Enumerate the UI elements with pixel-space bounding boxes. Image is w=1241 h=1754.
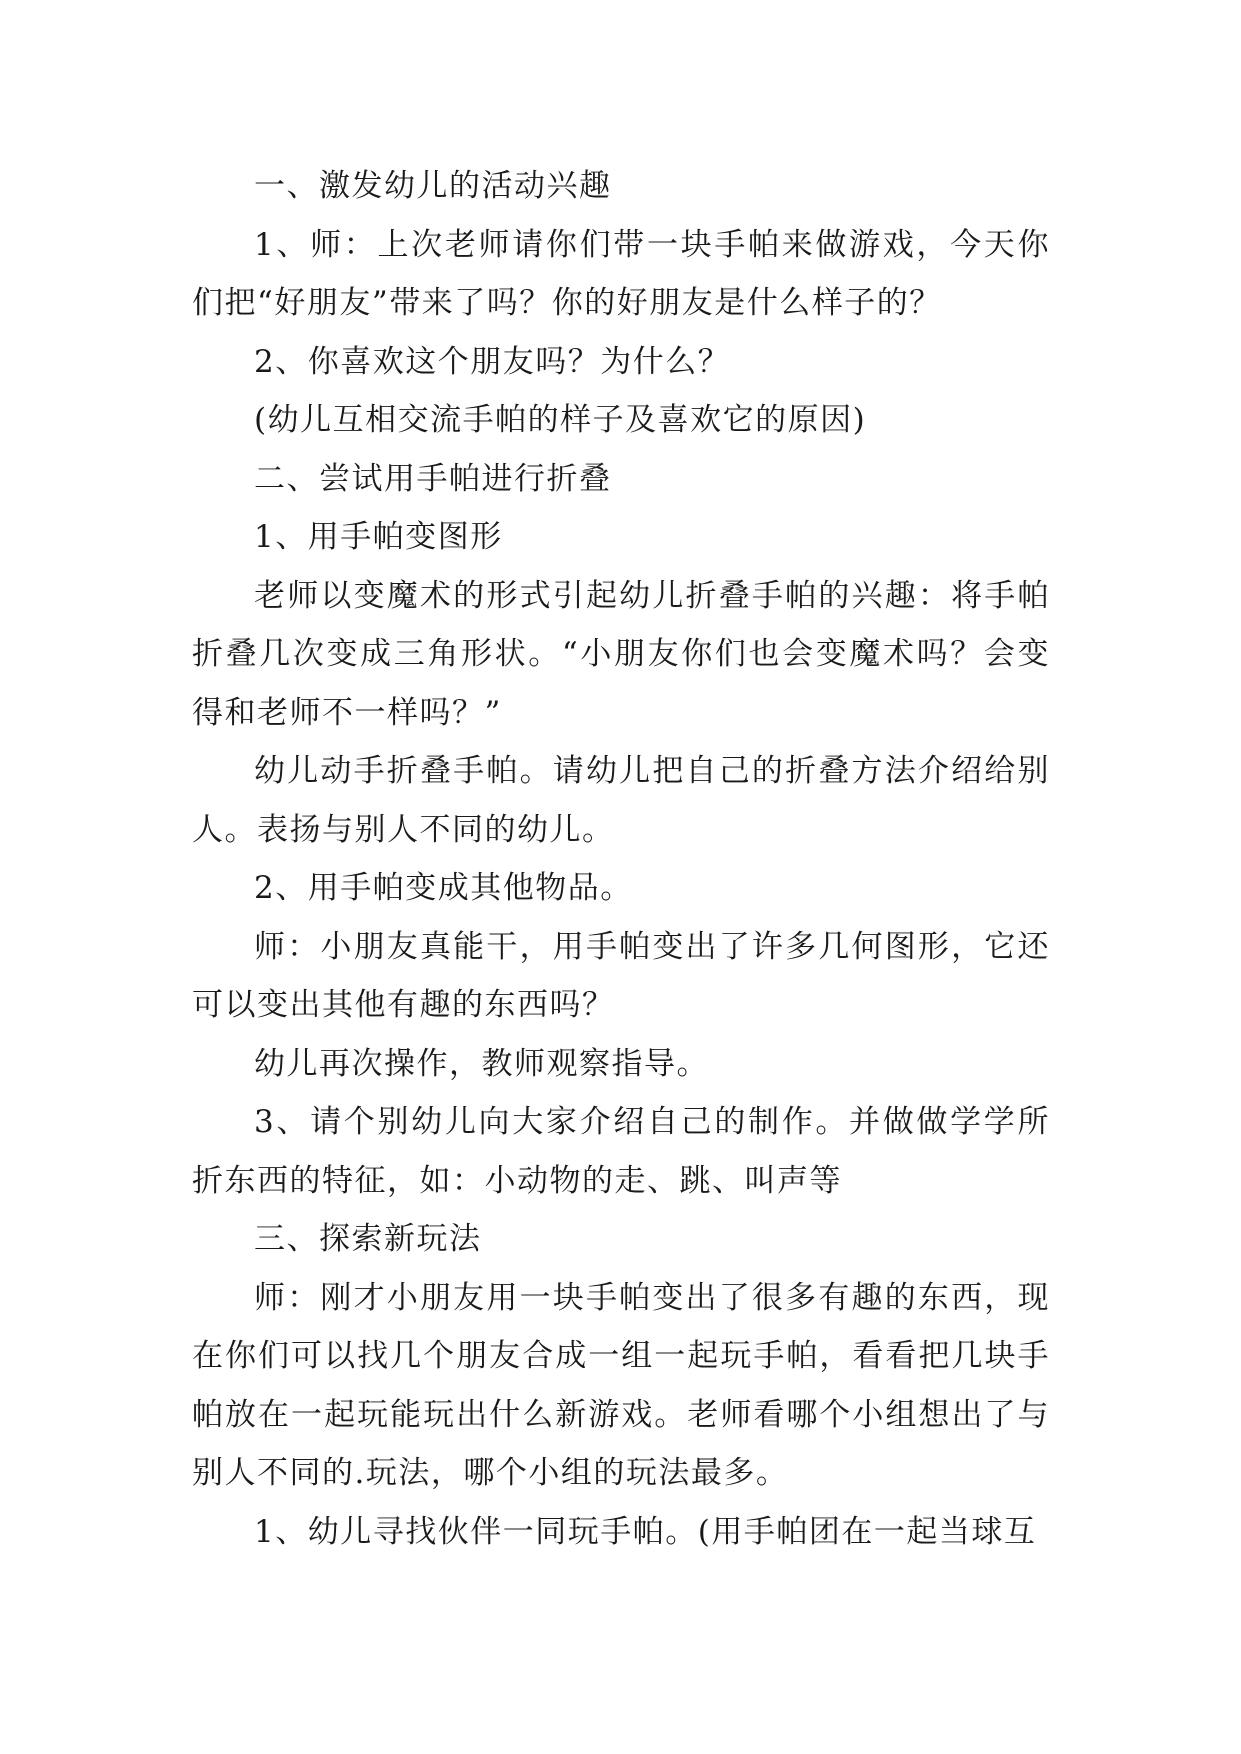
paragraph: 3、请个别幼儿向大家介绍自己的制作。并做做学学所折东西的特征，如：小动物的走、跳、叫声等 xyxy=(192,1104,1050,1199)
section-heading-2: 二、尝试用手帕进行折叠 xyxy=(254,460,612,497)
paragraph: 师：小朋友真能干，用手帕变出了许多几何图形，它还可以变出其他有趣的东西吗？ xyxy=(192,928,1050,1023)
section-heading-3: 三、探索新玩法 xyxy=(254,1221,482,1257)
section-heading-1: 一、激发幼儿的活动兴趣 xyxy=(254,168,612,204)
paragraph: 老师以变魔术的形式引起幼儿折叠手帕的兴趣：将手帕折叠几次变成三角形状。“小朋友你们也会变魔术吗？会变得和老师不一样吗？” xyxy=(192,577,1050,731)
paragraph: 2、用手帕变成其他物品。 xyxy=(254,870,633,906)
paragraph: 幼儿动手折叠手帕。请幼儿把自己的折叠方法介绍给别人。表扬与别人不同的幼儿。 xyxy=(192,753,1050,848)
paragraph: 师：刚才小朋友用一块手帕变出了很多有趣的东西，现在你们可以找几个朋友合成一组一起玩手帕，看看把几块手帕放在一起玩能玩出什么新游戏。老师看哪个小组想出了与别人不同的.玩法，哪个小组的玩法最多。 xyxy=(192,1279,1050,1491)
paragraph: 1、师：上次老师请你们带一块手帕来做游戏，今天你们把“好朋友”带来了吗？你的好朋友是什么样子的？ xyxy=(192,226,1050,321)
paragraph: 1、幼儿寻找伙伴一同玩手帕。(用手帕团在一起当球互 xyxy=(254,1513,1037,1550)
paragraph: 2、你喜欢这个朋友吗？为什么？ xyxy=(254,343,731,380)
document-body xyxy=(192,157,1050,1561)
paragraph: 1、用手帕变图形 xyxy=(254,519,503,555)
paragraph: (幼儿互相交流手帕的样子及喜欢它的原因) xyxy=(254,402,867,438)
paragraph: 幼儿再次操作，教师观察指导。 xyxy=(254,1045,709,1082)
